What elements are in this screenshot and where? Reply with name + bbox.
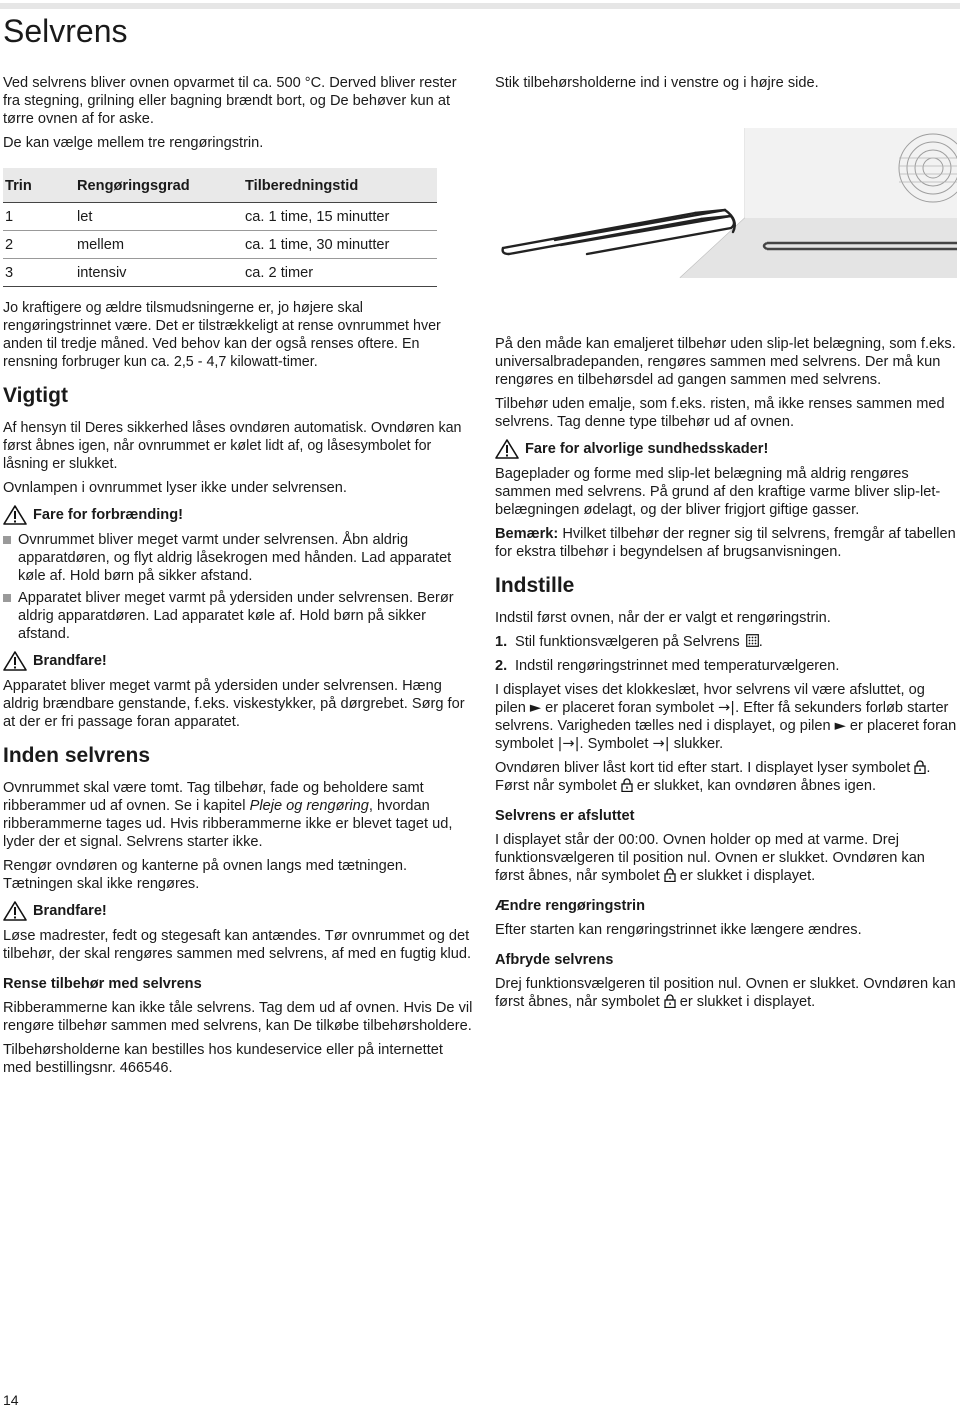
arrow-right-icon: ► [529,699,542,716]
inden-paragraph-2: Rengør ovndøren og kanterne på ovnen langs med tætningen. Tætningen skal ikke rengøres. [3,858,408,892]
afsluttet-paragraph: I displayet står der 00:00. Ovnen holder op med at varme. Drej funktionsvælgeren til position nul. Ovnen er slukket. Ovndøren kan først åbnes, når symbolet er slukket i displayet. [495,832,925,884]
right-column [495,74,957,1017]
lock-icon [914,760,926,774]
fire-warning-title [3,651,473,671]
warning-triangle-icon [495,439,519,459]
inden-selvrens-heading: Inden selvrens [3,744,151,767]
stik-paragraph: Stik tilbehørsholderne ind i venstre og i højre side. [495,75,819,91]
uden-emalje-paragraph: Tilbehør uden emalje, som f.eks. risten, må ikke renses sammen med selvrens. Tag denne type tilbehør ud af ovnen. [495,396,945,430]
fire-warning-text-2: Løse madrester, fedt og stegesaft kan antændes. Tør ovnrummet og det tilbehør, der skal rengøres sammen med selvrens, af med en fugtig klud. [3,928,472,962]
soiling-note: Jo kraftigere og ældre tilsmudsningerne er, jo højere skal rengøringstrinnet være. Det er tilstrækkeligt at rense ovnrummet hver anden til tredje måned. Ved behov kan der også renses oftere. En rensning forbruger kun ca. 2,5 - 4,7 kilowatt-timer. [3,300,441,370]
bemaerk-paragraph: Bemærk: Hvilket tilbehør der regner sig til selvrens, fremgår af tabellen for ekstra tilbehør i begyndelsen af brugsanvisningen. [495,526,956,560]
aendre-paragraph: Efter starten kan rengøringstrinnet ikke længere ændres. [495,922,862,938]
top-rule [0,3,960,9]
aendre-heading: Ændre rengøringstrin [495,898,645,914]
list-item: 2. Indstil rengøringstrinnet med temperaturvælgeren. [495,658,840,674]
table-cell: ca. 1 time, 30 minutter [243,231,437,259]
selvrens-afsluttet-heading: Selvrens er afsluttet [495,808,635,824]
table-cell: 1 [3,203,75,231]
table-header-cell: Trin [3,168,75,203]
table-row [3,203,437,231]
warning-triangle-icon [3,901,27,921]
fire-warning-text: Apparatet bliver meget varmt på ydersiden under selvrensen. Hæng aldrig brændbare genstande, f.eks. viskestykker, på dørgrebet. Sørg for at der er fri passage foran apparatet. [3,678,465,730]
warning-title-text: Brandfare! [33,903,107,919]
chapter-reference: Pleje og rengøring [249,798,369,814]
bemaerk-label: Bemærk: [495,526,559,542]
indstille-heading: Indstille [495,574,575,597]
vigtigt-paragraph-2: Ovnlampen i ovnrummet lyser ikke under selvrensen. [3,480,347,496]
table-header-row [3,168,437,203]
warning-title-text: Brandfare! [33,653,107,669]
inden-paragraph: Ovnrummet skal være tomt. Tag tilbehør, fade og beholdere samt ribberammer ud af ovnen. Se i kapitel Pleje og rengøring, hvordan ribberammerne tages ud. Hvis ribberammerne ikke er blevet taget ud, lyder der et signal. Selvrens starter ikke. [3,780,453,850]
warning-title-text: Fare for alvorlige sundhedsskader! [525,441,769,457]
vigtigt-paragraph: Af hensyn til Deres sikkerhed låses ovndøren automatisk. Ovndøren kan først åbnes igen, når ovnrummet er kølet lidt af, og låsesymbolet for låsning er slukket. [3,420,462,472]
table-cell: mellem [75,231,243,259]
afbryde-paragraph: Drej funktionsvælgeren til position nul. Ovnen er slukket. Ovndøren kan først åbnes, når symbolet er slukket i displayet. [495,976,956,1010]
indstille-paragraph: Indstil først ovnen, når der er valgt et rengøringstrin. [495,610,831,626]
warning-triangle-icon [3,651,27,671]
table-cell: ca. 1 time, 15 minutter [243,203,437,231]
arrow-right-icon: ► [834,717,846,734]
accessory-holder-illustration [495,128,957,278]
rense-paragraph: Ribberammerne kan ikke tåle selvrens. Tag dem ud af ovnen. Hvis De vil rengøre tilbehør sammen med selvrens, kan De tilkøbe tilbehørsholdere. [3,1000,473,1034]
list-item: 1. Stil funktionsvælgeren på Selvrens . [495,634,763,650]
page-title: Selvrens [3,13,128,49]
list-item: Apparatet bliver meget varmt på ydersiden under selvrensen. Berør aldrig apparatdøren. Lad apparatet køle af. Hold børn på sikker afstand. [3,589,473,643]
lock-paragraph: Ovndøren bliver låst kort tid efter start. I displayet lyser symbolet . Først når symbolet er slukket, kan ovndøren åbnes igen. [495,760,931,794]
end-time-icon: →| [717,699,736,716]
list-item: Ovnrummet bliver meget varmt under selvrensen. Åbn aldrig apparatdøren, og flyt aldrig låsekrogen med hånden. Lad apparatet køle af. Hold børn på sikker afstand. [3,531,473,585]
warning-triangle-icon [3,505,27,525]
page-number: 14 [3,1392,19,1408]
table-row [3,231,437,259]
rense-paragraph-2: Tilbehørsholderne kan bestilles hos kundeservice eller på internettet med bestillingsnr. 466546. [3,1042,443,1076]
table-header-cell: Rengøringsgrad [75,168,243,203]
rense-tilbehor-heading: Rense tilbehør med selvrens [3,976,202,992]
warning-title-text: Fare for forbrænding! [33,507,183,523]
table-cell: intensiv [75,259,243,287]
lock-icon [664,868,676,882]
table-cell: 3 [3,259,75,287]
duration-icon: |→| [557,735,580,752]
fire-warning-title-2 [3,901,473,921]
vigtigt-heading: Vigtigt [3,384,68,407]
burn-warning-title [3,505,473,525]
emalje-paragraph: På den måde kan emaljeret tilbehør uden slip-let belægning, som f.eks. universalbradepanden, rengøres sammen med selvrens. Der må kun rengøres en tilbehørsdel ad gangen sammen med selvrens. [495,336,956,388]
health-warning-text: Bageplader og forme med slip-let belægning må aldrig rengøres sammen med selvrens. På grund af den kraftige varme bliver slip-let-belægningen ødelagt, og der bliver frigjort giftige gasser. [495,466,941,518]
health-warning-title [495,439,957,459]
cleaning-levels-table [3,168,437,287]
afbryde-heading: Afbryde selvrens [495,952,614,968]
left-column [3,74,473,1083]
display-paragraph: I displayet vises det klokkeslæt, hvor selvrens vil være afsluttet, og pilen ► er placeret foran symbolet →|. Efter få sekunders forløb starter selvrens. Varigheden tælles ned i displayet, og pilen ► er placeret foran symbolet |→|. Symbolet →| slukker. [495,682,957,752]
lock-icon [664,994,676,1008]
self-clean-symbol-icon [746,634,759,647]
intro-paragraph: Ved selvrens bliver ovnen opvarmet til ca. 500 °C. Derved bliver rester fra stegning, grilning eller bagning brændt bort, og De behøver kun at tørre ovnen af for aske. [3,75,457,127]
lock-icon [621,778,633,792]
table-header-cell: Tilberedningstid [243,168,437,203]
setup-steps [495,633,957,675]
intro-paragraph-2: De kan vælge mellem tre rengøringstrin. [3,135,264,151]
table-cell: 2 [3,231,75,259]
table-cell: let [75,203,243,231]
end-time-icon: →| [652,735,670,752]
table-row [3,259,437,287]
table-cell: ca. 2 timer [243,259,437,287]
